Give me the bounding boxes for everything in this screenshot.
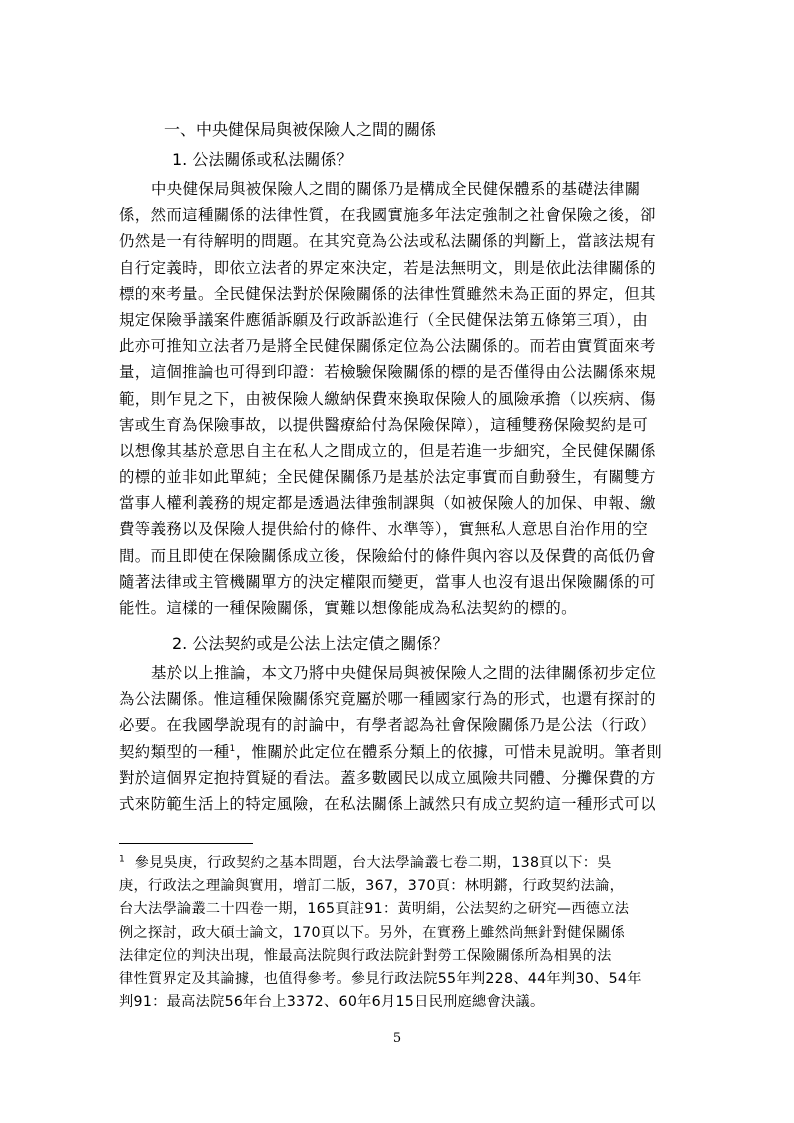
paragraph-line: 以想像其基於意思自主在私人之間成立的，但是若進一步細究，全民健保關係 — [119, 441, 656, 460]
footnote-line: 台大法學論叢二十四卷一期，165頁註91：黃明絹，公法契約之研究—西德立法 — [119, 901, 630, 918]
paragraph-line: 規定保險爭議案件應循訴願及行政訴訟進行（全民健保法第五條第三項），由 — [119, 310, 649, 329]
paragraph-line: 隨著法律或主管機關單方的決定權限而變更，當事人也沒有退出保險關係的可 — [119, 572, 656, 591]
paragraph-line: 仍然是一有待解明的問題。在其究竟為公法或私法關係的判斷上，當該法規有 — [119, 232, 656, 251]
paragraph-line-with-footnote — [119, 739, 685, 765]
paragraph-line: 係，然而這種關係的法律性質，在我國實施多年法定強制之社會保險之後，卻 — [119, 206, 656, 225]
paragraph-line: 中央健保局與被保險人之間的關係乃是構成全民健保體系的基礎法律關 — [151, 180, 641, 198]
footnote-line: 律性質界定及其論據，也值得參考。參見行政法院55年判228、44年判30、54年 — [119, 970, 642, 987]
paragraph-line: 基於以上推論，本文乃將中央健保局與被保險人之間的法律關係初步定位 — [151, 664, 657, 682]
paragraph-line: 能性。這樣的一種保險關係，實難以想像能成為私法契約的標的。 — [119, 599, 577, 617]
footnote-line: 判91：最高法院56年台上3372、60年6月15日民刑庭總會決議。 — [119, 994, 545, 1011]
line-text-before-note: 契約類型的一種 — [119, 742, 230, 761]
paragraph-line: 間。而且即使在保險關係成立後，保險給付的條件與內容以及保費的高低仍會 — [119, 546, 656, 565]
footnote-marker: 1 — [119, 854, 126, 865]
paragraph-2 — [119, 660, 685, 817]
paragraph-1 — [119, 176, 685, 621]
paragraph-line: 害或生育為保險事故，以提供醫療給付為保險保障），這種雙務保險契約是可 — [119, 415, 649, 434]
paragraph-line: 必要。在我國學說現有的討論中，有學者認為社會保險關係乃是公法（行政） — [119, 716, 656, 735]
paragraph-line: 範，則乍見之下，由被保險人繳納保費來換取保險人的風險承擔（以疾病、傷 — [119, 389, 656, 408]
paragraph-line: 自行定義時，即依立法者的界定來決定，若是法無明文，則是依此法律關係的 — [119, 258, 656, 277]
footnote-line: 例之探討，政大碩士論文，170頁以下。另外，在實務上雖然尚無針對健保關係 — [119, 924, 626, 941]
footnote-divider — [119, 843, 253, 844]
page-number: 5 — [392, 1031, 402, 1046]
subsection-1-title: 1. 公法關係或私法關係？ — [172, 150, 353, 169]
footnote-reference[interactable]: 1 — [229, 743, 236, 754]
section-heading: 一、中央健保局與被保險人之間的關係 — [164, 120, 437, 139]
footnote-line: 法律定位的判決出現，惟最高法院與行政法院針對勞工保險關係所為相異的法 — [119, 947, 612, 964]
paragraph-line: 對於這個界定抱持質疑的看法。蓋多數國民以成立風險共同體、分攤保費的方 — [119, 768, 656, 787]
paragraph-line: 標的來考量。全民健保法對於保險關係的法律性質雖然未為正面的界定，但其 — [119, 284, 656, 303]
paragraph-line: 式來防範生活上的特定風險，在私法關係上誠然只有成立契約這一種形式可以 — [119, 794, 656, 813]
paragraph-line: 費等義務以及保險人提供給付的條件、水準等），實無私人意思自治作用的空 — [119, 520, 649, 539]
line-text-after-note: ，惟關於此定位在體系分類上的依據，可惜未見說明。筆者則 — [235, 742, 663, 761]
footnote-line: 庚，行政法之理論與實用，增訂二版，367，370頁：林明鏘，行政契約法論， — [119, 878, 625, 895]
footnote — [119, 852, 685, 1014]
footnote-line — [119, 852, 685, 875]
paragraph-line: 為公法關係。惟這種保險關係究竟屬於哪一種國家行為的形式，也還有探討的 — [119, 690, 656, 709]
paragraph-line: 的標的並非如此單純；全民健保關係乃是基於法定事實而自動發生，有關雙方 — [119, 468, 656, 487]
paragraph-line: 當事人權利義務的規定都是透過法律強制課與（如被保險人的加保、申報、繳 — [119, 494, 656, 513]
paragraph-line: 量，這個推論也可得到印證：若檢驗保險關係的標的是否僅得由公法關係來規 — [119, 363, 656, 382]
subsection-2-title: 2. 公法契約或是公法上法定債之關係？ — [172, 634, 449, 653]
paragraph-line: 此亦可推知立法者乃是將全民健保關係定位為公法關係的。而若由實質面來考 — [119, 337, 656, 356]
footnote-text: 參見吳庚，行政契約之基本問題，台大法學論叢七卷二期，138頁以下：吳 — [134, 855, 612, 871]
